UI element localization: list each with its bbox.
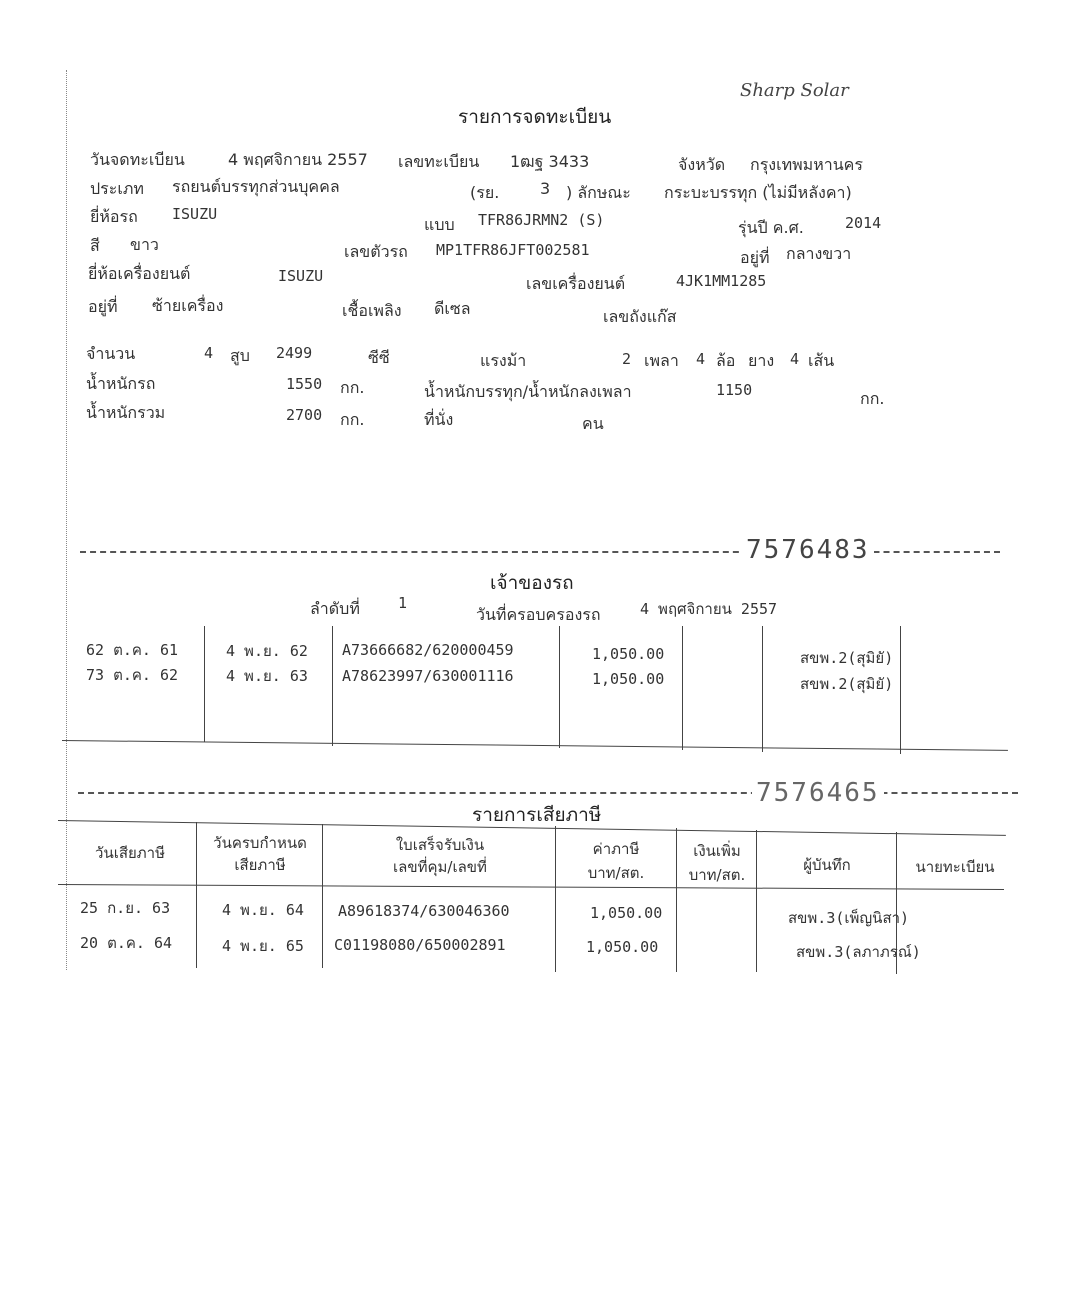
tax-row-amount: 1,050.00 [586, 938, 659, 956]
upper-table-divider [762, 626, 763, 752]
header-due-line1: วันครบกำหนด [213, 834, 307, 852]
engine-brand-value: ISUZU [278, 267, 324, 285]
upper-table-divider [900, 626, 901, 754]
upper-row-paid-date: 62 ต.ค. 61 [86, 641, 179, 659]
tax-row-receipt: C01198080/650002891 [334, 936, 506, 954]
province-value: กรุงเทพมหานคร [750, 155, 863, 174]
ghost-serial-1: 7576483 [742, 535, 874, 565]
cylinders-label: จำนวน [86, 344, 136, 363]
axles-value: 2 [622, 350, 632, 368]
class-code-close: ) ลักษณะ [566, 183, 631, 202]
brand-value: ISUZU [172, 205, 218, 223]
header-due-line2: เสียภาษี [234, 856, 286, 874]
tax-row-due-date: 4 พ.ย. 64 [222, 901, 304, 919]
header-extra-line1: เงินเพิ่ม [693, 842, 741, 860]
upper-table-bottom-rule [62, 740, 1008, 751]
upper-row-recorder: สขพ.2(สุมิยั) [800, 675, 894, 693]
engine-location-label: อยู่ที่ [88, 297, 118, 316]
tax-row-recorder: สขพ.3(ลภาภรณ์) [796, 943, 921, 961]
tires-value: 4 [790, 350, 800, 368]
tax-row-receipt: A89618374/630046360 [338, 902, 510, 920]
scan-edge-left [66, 70, 67, 970]
upper-table-divider [682, 626, 683, 750]
chassis-value: MP1TFR86JFT002581 [436, 241, 590, 259]
tax-row-due-date: 4 พ.ย. 65 [222, 937, 304, 955]
seats-label: ที่นั่ง [424, 410, 454, 429]
year-value: 2014 [845, 214, 882, 232]
color-label: สี [90, 236, 100, 255]
reg-date-value: 4 พฤศจิกายน 2557 [228, 150, 368, 169]
possession-date-value: 4 พฤศจิกายน 2557 [640, 600, 778, 618]
plate-value: 1ฒฐ 3433 [510, 152, 590, 171]
upper-table-divider [559, 626, 560, 748]
header-receipt-line1: ใบเสร็จรับเงิน [395, 836, 485, 854]
wheels-unit: ล้อ [716, 351, 736, 370]
upper-table-divider [204, 626, 205, 742]
plate-label: เลขทะเบียน [398, 152, 480, 171]
cc-unit: ซีซี [368, 348, 390, 367]
tax-table-divider [196, 822, 197, 968]
gross-weight-unit: กก. [340, 410, 365, 429]
header-receipt-line2: เลขที่คุม/เลขที่ [393, 858, 487, 876]
upper-row-paid-date: 73 ต.ค. 62 [86, 666, 179, 684]
year-label: รุ่นปี ค.ศ. [738, 218, 804, 237]
upper-row-amount: 1,050.00 [592, 670, 665, 688]
tax-row-paid-date: 25 ก.ย. 63 [80, 899, 171, 917]
header-extra-line2: บาท/สต. [688, 866, 746, 884]
model-label: แบบ [424, 215, 455, 234]
header-paid-date: วันเสียภาษี [95, 844, 165, 862]
brand-label: ยี่ห้อรถ [90, 207, 138, 226]
weight-value: 1550 [286, 375, 323, 393]
chassis-location-label: อยู่ที่ [740, 248, 770, 267]
gross-weight-label: น้ำหนักรวม [86, 403, 166, 422]
owner-order-value: 1 [398, 594, 408, 612]
tax-section-title: รายการเสียภาษี [472, 804, 602, 826]
owner-title: เจ้าของรถ [490, 572, 574, 594]
color-value: ขาว [130, 235, 159, 254]
wheels-value: 4 [696, 350, 706, 368]
type-label: ประเภท [90, 179, 144, 198]
upper-row-recorder: สขพ.2(สุมิยั) [800, 649, 894, 667]
header-tax-line1: ค่าภาษี [592, 840, 640, 858]
axles-unit: เพลา [644, 351, 679, 370]
gross-weight-value: 2700 [286, 406, 323, 424]
load-label: น้ำหนักบรรทุก/น้ำหนักลงเพลา [424, 382, 632, 401]
tires-label: ยาง [748, 351, 775, 370]
body-type-value: กระบะบรรทุก (ไม่มีหลังคา) [664, 183, 852, 202]
reg-date-label: วันจดทะเบียน [90, 150, 185, 169]
handwritten-note: Sharp Solar [740, 80, 849, 101]
upper-row-due-date: 4 พ.ย. 63 [226, 667, 308, 685]
tax-row-recorder: สขพ.3(เพ็ญนิสา) [788, 909, 910, 927]
cylinders-value: 4 [204, 344, 214, 362]
cc-value: 2499 [276, 344, 313, 362]
province-label: จังหวัด [678, 155, 726, 174]
tax-row-paid-date: 20 ต.ค. 64 [80, 934, 173, 952]
tax-table-divider [756, 830, 757, 972]
engine-location-value: ซ้ายเครื่อง [152, 296, 224, 315]
load-unit: กก. [860, 389, 885, 408]
tax-table-divider [555, 826, 556, 972]
seats-unit: คน [582, 414, 604, 433]
type-value: รถยนต์บรรทุกส่วนบุคคล [172, 177, 340, 196]
header-registrar: นายทะเบียน [915, 858, 995, 876]
owner-order-label: ลำดับที่ [310, 599, 360, 618]
upper-row-due-date: 4 พ.ย. 62 [226, 642, 308, 660]
upper-row-amount: 1,050.00 [592, 645, 665, 663]
model-value: TFR86JRMN2 (S) [478, 211, 605, 229]
load-value: 1150 [716, 381, 753, 399]
fuel-value: ดีเซล [434, 299, 471, 318]
engine-number-label: เลขเครื่องยนต์ [526, 274, 626, 293]
tax-row-amount: 1,050.00 [590, 904, 663, 922]
fuel-label: เชื้อเพลิง [342, 301, 402, 320]
chassis-location-value: กลางขวา [786, 244, 852, 263]
tax-table-divider [322, 824, 323, 968]
upper-row-receipt: A78623997/630001116 [342, 667, 514, 685]
gas-tank-label: เลขถังแก๊ส [603, 307, 677, 326]
engine-brand-label: ยี่ห้อเครื่องยนต์ [88, 264, 191, 283]
class-code-value: 3 [540, 179, 551, 198]
possession-date-label: วันที่ครอบครองรถ [476, 605, 601, 624]
registration-title: รายการจดทะเบียน [458, 106, 612, 128]
horsepower-label: แรงม้า [480, 351, 527, 370]
upper-row-receipt: A73666682/620000459 [342, 641, 514, 659]
chassis-label: เลขตัวรถ [344, 242, 408, 261]
cylinders-unit: สูบ [230, 346, 250, 365]
engine-number-value: 4JK1MM1285 [676, 272, 767, 290]
header-tax-line2: บาท/สต. [587, 864, 645, 882]
tires-unit: เส้น [808, 351, 835, 370]
upper-table-divider [332, 626, 333, 746]
tax-table-header-rule [58, 884, 1004, 890]
weight-unit: กก. [340, 378, 365, 397]
header-recorder: ผู้บันทึก [803, 856, 851, 874]
ghost-serial-2: 7576465 [752, 778, 884, 808]
class-code-open: (รย. [470, 183, 500, 202]
weight-label: น้ำหนักรถ [86, 374, 156, 393]
tax-table-divider [676, 828, 677, 972]
